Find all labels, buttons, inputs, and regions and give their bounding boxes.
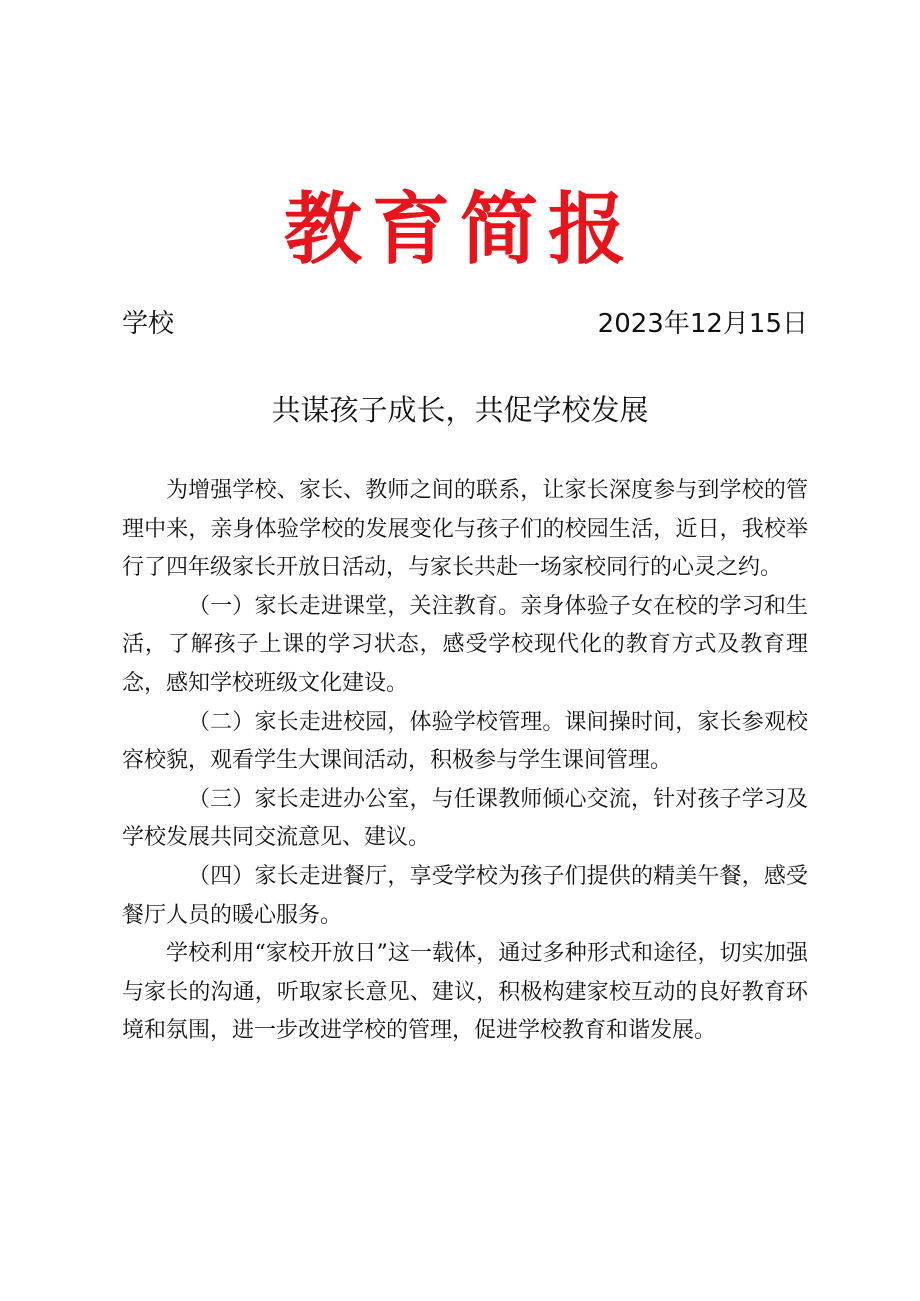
item-paragraph-3: （三）家长走进办公室，与任课教师倾心交流，针对孩子学习及学校发展共同交流意见、建议。 xyxy=(122,786,808,851)
article-headline: 共谋孩子成长，共促学校发展 xyxy=(271,393,649,427)
item-paragraph-2: （二）家长走进校园，体验学校管理。课间操时间，家长参观校容校貌，观看学生大课间活动，积极参与学生课间管理。 xyxy=(122,709,808,774)
issue-date: 2023年12月15日 xyxy=(597,309,808,339)
newsletter-meta-row xyxy=(122,304,808,344)
newsletter-masthead-title: 教育简报 xyxy=(283,184,636,275)
school-name: 学校 xyxy=(122,309,175,339)
conclusion-paragraph: 学校利用“家校开放日”这一载体，通过多种形式和途径，切实加强与家长的沟通，听取家长意见、建议，积极构建家校互动的良好教育环境和氛围，进一步改进学校的管理，促进学校教育和谐发展。 xyxy=(122,941,808,1044)
item-paragraph-4: （四）家长走进餐厅，享受学校为孩子们提供的精美午餐，感受餐厅人员的暖心服务。 xyxy=(122,863,808,928)
item-paragraph-1: （一）家长走进课堂，关注教育。亲身体验子女在校的学习和生活，了解孩子上课的学习状态，感受学校现代化的教育方式及教育理念，感知学校班级文化建设。 xyxy=(122,593,808,696)
article-body xyxy=(122,472,808,1051)
intro-paragraph: 为增强学校、家长、教师之间的联系，让家长深度参与到学校的管理中来，亲身体验学校的发展变化与孩子们的校园生活，近日，我校举行了四年级家长开放日活动，与家长共赴一场家校同行的心灵之约。 xyxy=(122,478,808,581)
